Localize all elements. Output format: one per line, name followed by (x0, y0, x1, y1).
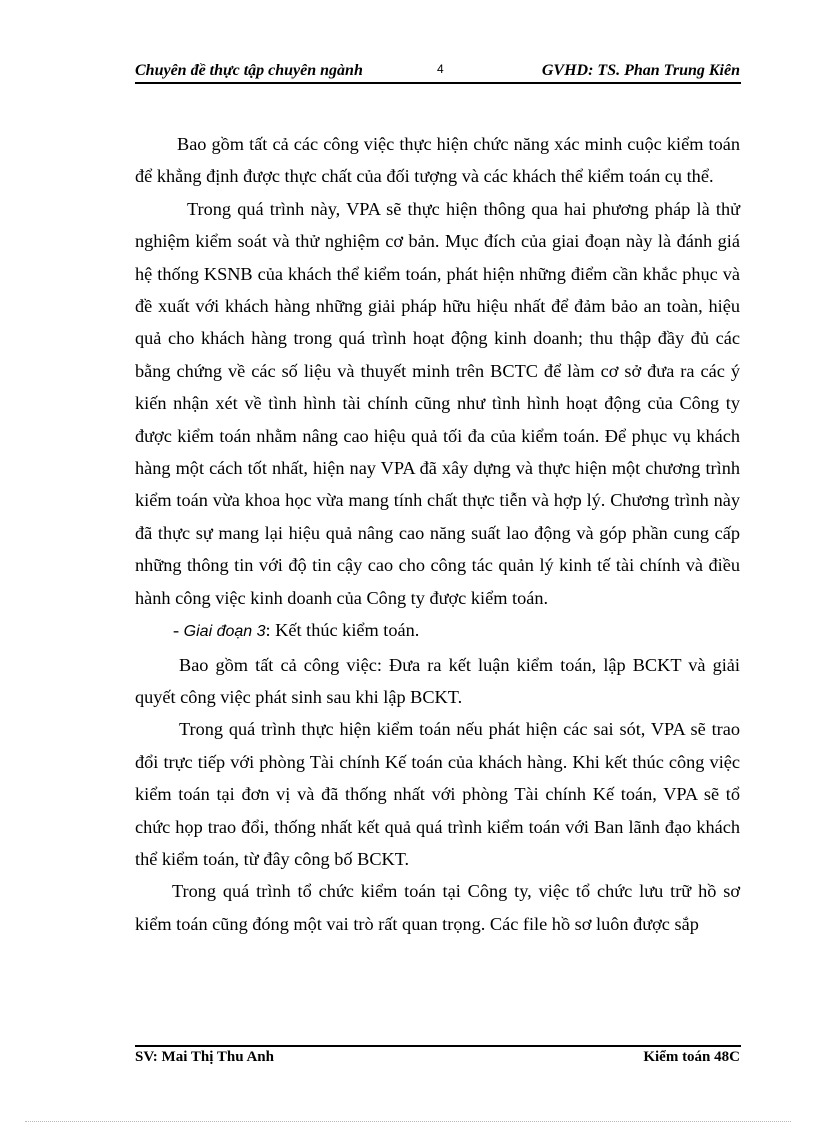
paragraph-2: Trong quá trình này, VPA sẽ thực hiện thông qua hai phương pháp là thử nghiệm kiểm soát và thử nghiệm cơ bản. Mục đích của giai đoạn này là đánh giá hệ thống KSNB của khách thể kiểm toán, phát hiện những điểm cần khắc phục và đề xuất với khách hàng những giải pháp hữu hiệu nhất để đảm bảo an toàn, hiệu quả cho khách hàng trong quá trình hoạt động kinh doanh; thu thập đầy đủ các bằng chứng về các số liệu và thuyết minh trên BCTC để làm cơ sở đưa ra các ý kiến nhận xét về tình hình tài chính cũng như tình hình hoạt động của Công ty được kiểm toán nhằm nâng cao hiệu quả tối đa của kiểm toán. Để phục vụ khách hàng một cách tốt nhất, hiện nay VPA đã xây dựng và thực hiện một chương trình kiểm toán vừa khoa học vừa mang tính chất thực tiễn và hợp lý. Chương trình này đã thực sự mang lại hiệu quả nâng cao năng suất lao động và góp phần cung cấp những thông tin với độ tin cậy cao cho công tác quản lý kinh tế tài chính và điều hành công việc kinh doanh của Công ty được kiểm toán. (135, 198, 740, 608)
page-footer (135, 1047, 740, 1069)
paragraph-5: Trong quá trình tổ chức kiểm toán tại Công ty, việc tổ chức lưu trữ hồ sơ kiểm toán cũng đóng một vai trò rất quan trọng. Các file hồ sơ luôn được sắp (135, 881, 740, 934)
stage-text: : Kết thúc kiểm toán. (265, 620, 420, 641)
page-header (135, 58, 740, 82)
header-title: Chuyên đề thực tập chuyên ngành (135, 62, 363, 79)
footer-class: Kiểm toán 48C (643, 1049, 740, 1065)
paragraph-3: Bao gồm tất cả công việc: Đưa ra kết luận kiểm toán, lập BCKT và giải quyết công việc phát sinh sau khi lập BCKT. (135, 654, 740, 707)
header-supervisor: GVHD: TS. Phan Trung Kiên (541, 62, 740, 79)
stage-heading (135, 614, 740, 648)
paragraph-1: Bao gồm tất cả các công việc thực hiện chức năng xác minh cuộc kiểm toán để khẳng định được thực chất của đối tượng và các khách thể kiểm toán cụ thể. (135, 134, 740, 187)
stage-prefix: - (173, 620, 184, 641)
page-edge-divider (25, 1121, 791, 1122)
paragraph-4: Trong quá trình thực hiện kiểm toán nếu phát hiện các sai sót, VPA sẽ trao đổi trực tiếp với phòng Tài chính Kế toán của khách hàng. Khi kết thúc công việc kiểm toán tại đơn vị và đã thống nhất với phòng Tài chính Kế toán, VPA sẽ tổ chức họp trao đổi, thống nhất kết quả quá trình kiểm toán với Ban lãnh đạo khách thể kiểm toán, từ đây công bố BCKT. (135, 719, 740, 869)
footer-student: SV: Mai Thị Thu Anh (135, 1049, 274, 1065)
header-rule (135, 82, 741, 84)
stage-label: Giai đoạn 3 (183, 623, 266, 641)
body-text (135, 128, 740, 940)
page-number: 4 (437, 62, 444, 76)
